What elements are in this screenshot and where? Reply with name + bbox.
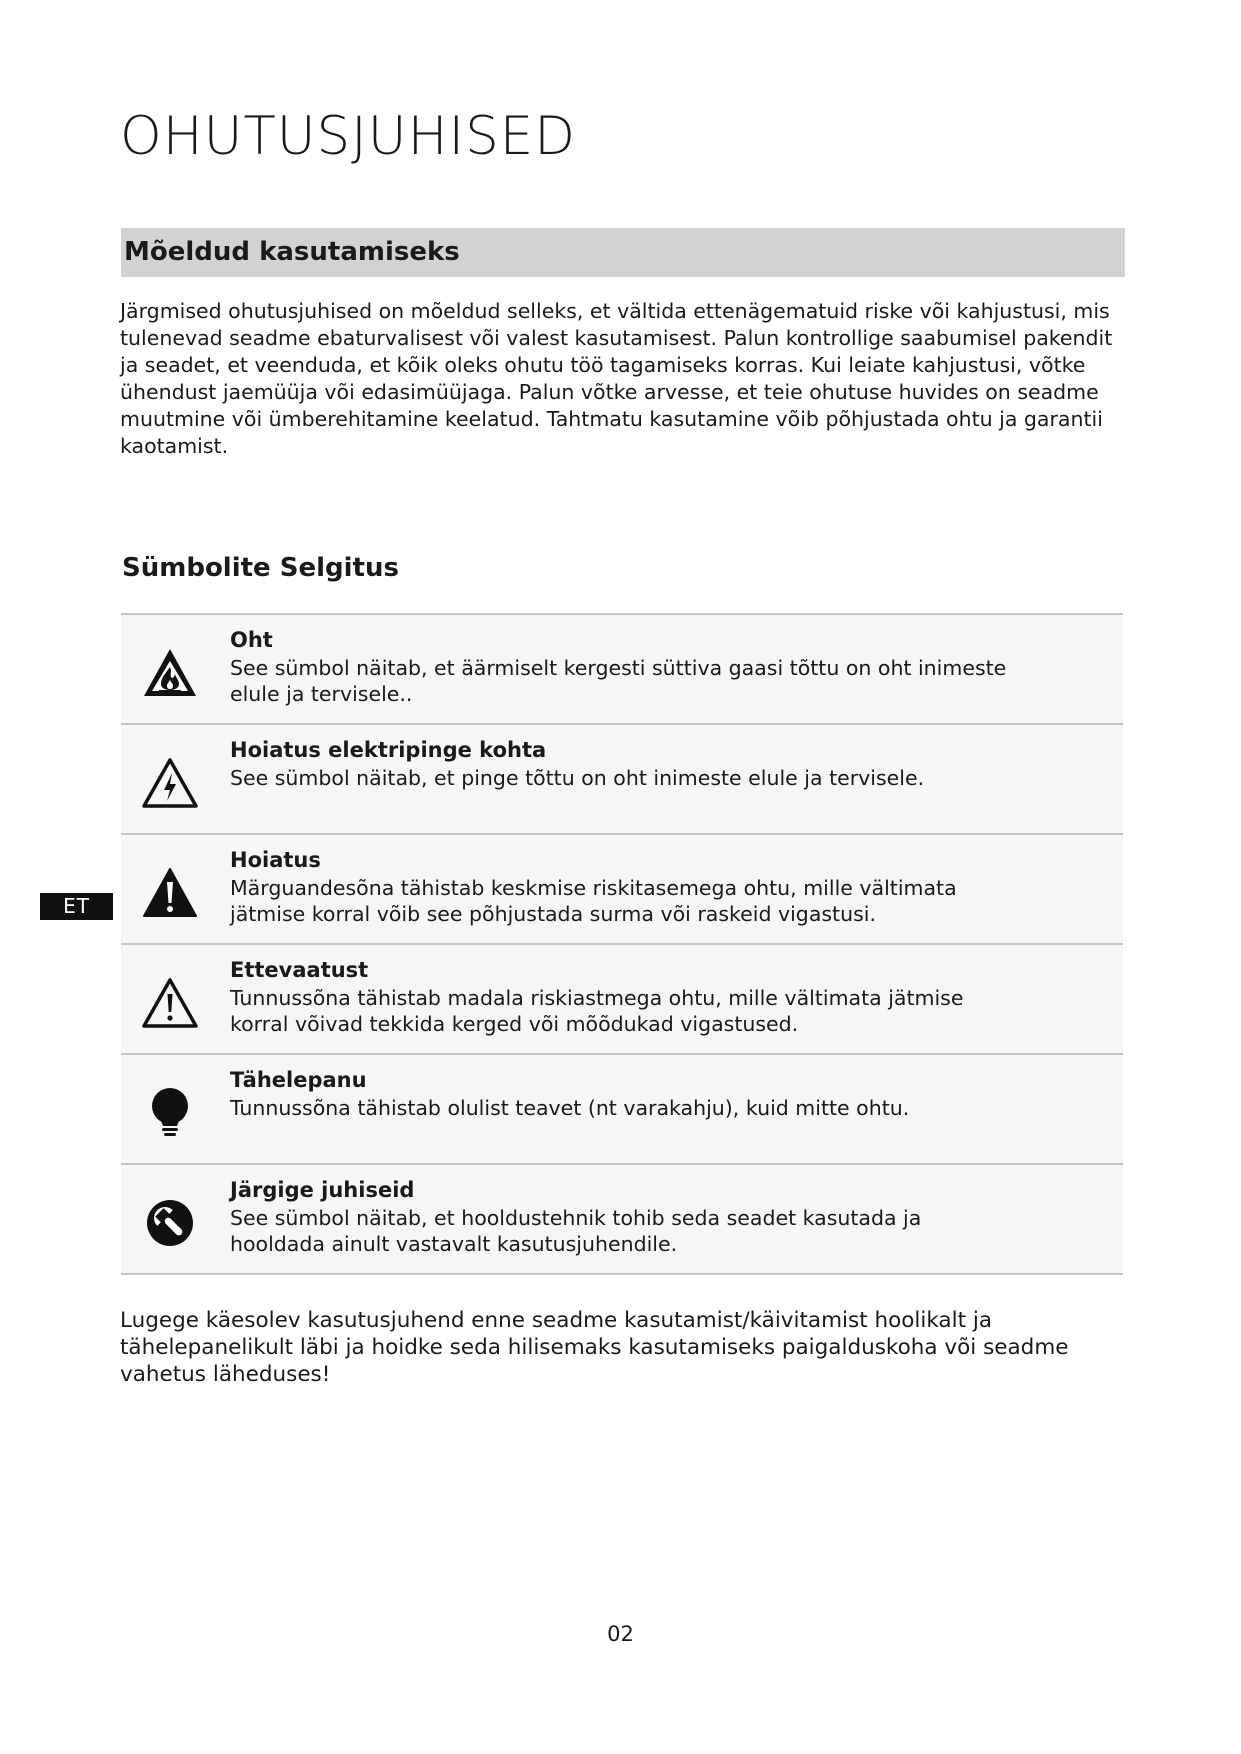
caution-outline-icon <box>142 975 198 1031</box>
symbol-row-danger <box>121 615 1123 725</box>
symbol-title: Järgige juhiseid <box>230 1178 415 1202</box>
wrench-icon <box>142 1195 198 1251</box>
symbol-row-electric-warning <box>121 725 1123 835</box>
symbol-row-warning <box>121 835 1123 945</box>
section-heading-bar <box>121 228 1125 277</box>
symbol-title: Hoiatus <box>230 848 321 872</box>
symbol-description: Tunnussõna tähistab olulist teavet (nt varakahju), kuid mitte ohtu. <box>230 1096 910 1120</box>
symbol-description: Märguandesõna tähistab keskmise riskitasemega ohtu, mille vältimata jätmise korral võib see põhjustada surma või raskeid vigastusi. <box>230 876 957 926</box>
language-badge: ET <box>40 893 113 920</box>
symbol-title: Hoiatus elektripinge kohta <box>230 738 547 762</box>
page-number: 02 <box>607 1622 634 1646</box>
symbol-row-caution <box>121 945 1123 1055</box>
symbol-row-notice <box>121 1055 1123 1165</box>
warning-filled-icon <box>142 865 198 921</box>
symbol-title: Ettevaatust <box>230 958 369 982</box>
section-heading: Mõeldud kasutamiseks <box>124 237 460 267</box>
intro-paragraph: Järgmised ohutusjuhised on mõeldud selleks, et vältida ettenägematuid riske või kahjustusi, mis tulenevad seadme ebaturvalisest või valest kasutamisest. Palun kontrollige saabumisel pakendit ja seadet, et veenduda, et kõik oleks ohutu töö tagamiseks korras. Kui leiate kahjustusi, võtke ühendust jaemüüja või edasimüüjaga. Palun võtke arvesse, et teie ohutuse huvides on seadme muutmine või ümberehitamine keelatud. Tahtmatu kasutamine võib põhjustada ohtu ja garantii kaotamist. <box>120 299 1113 458</box>
symbol-description: See sümbol näitab, et äärmiselt kergesti süttiva gaasi tõttu on oht inimeste elule ja tervisele.. <box>230 656 1007 706</box>
symbol-description: See sümbol näitab, et pinge tõttu on oht inimeste elule ja tervisele. <box>230 766 925 790</box>
symbol-title: Oht <box>230 628 273 652</box>
electric-hazard-icon <box>142 755 198 811</box>
outro-paragraph: Lugege käesolev kasutusjuhend enne seadme kasutamist/käivitamist hoolikalt ja tähelepanelikult läbi ja hoidke seda hilisemaks kasutamiseks paigalduskoha või seadme vahetus läheduses! <box>120 1308 1069 1387</box>
symbols-table <box>121 613 1123 1275</box>
symbol-description: See sümbol näitab, et hooldustehnik tohib seda seadet kasutada ja hooldada ainult vastavalt kasutusjuhendile. <box>230 1206 922 1256</box>
flammable-warning-icon <box>142 645 198 701</box>
symbol-title: Tähelepanu <box>230 1068 367 1092</box>
lightbulb-icon <box>142 1085 198 1141</box>
page-title: OHUTUSJUHISED <box>120 106 577 167</box>
symbols-heading: Sümbolite Selgitus <box>122 553 399 583</box>
symbol-description: Tunnussõna tähistab madala riskiastmega ohtu, mille vältimata jätmise korral võivad tekkida kerged või mõõdukad vigastused. <box>230 986 964 1036</box>
symbol-row-follow-instructions <box>121 1165 1123 1275</box>
